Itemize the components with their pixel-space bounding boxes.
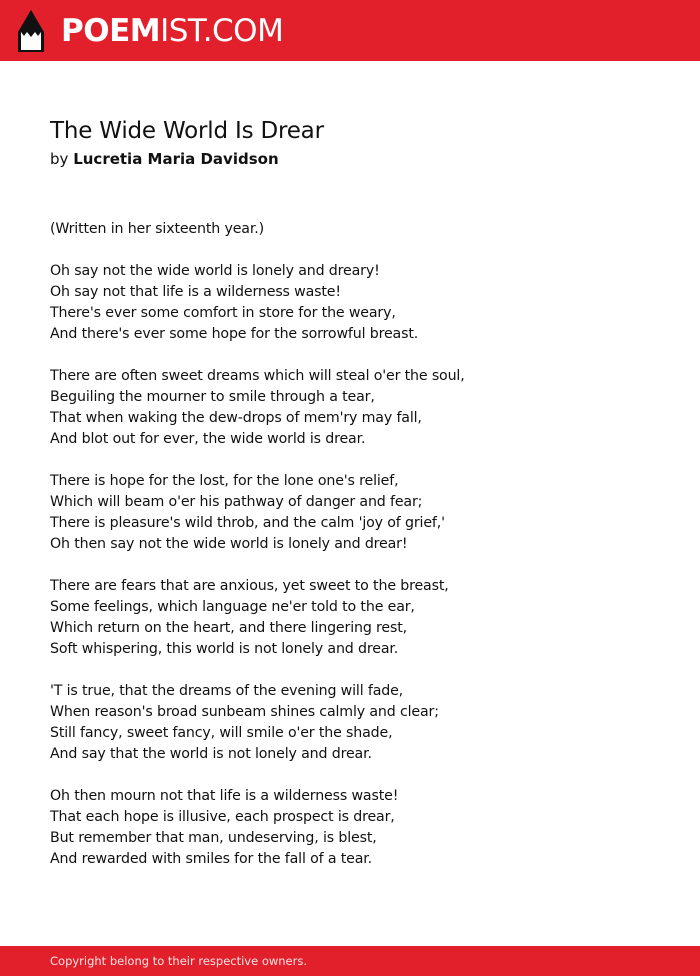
byline [50, 149, 279, 169]
poem-line: That each hope is illusive, each prospect is drear, [50, 809, 395, 825]
copyright-notice: Copyright belong to their respective owners. [50, 954, 308, 968]
poem-line: That when waking the dew-drops of mem'ry may fall, [50, 410, 422, 426]
site-header [0, 0, 700, 61]
stanza-gap [50, 345, 660, 366]
poem-line: There are often sweet dreams which will steal o'er the soul, [50, 368, 465, 384]
poem-line: And say that the world is not lonely and drear. [50, 746, 372, 762]
poem-line: Which will beam o'er his pathway of danger and fear; [50, 494, 423, 510]
poem-body [50, 219, 660, 870]
poem-line: Oh say not that life is a wilderness waste! [50, 284, 341, 300]
poem-line: And rewarded with smiles for the fall of a tear. [50, 851, 373, 867]
poem-line: (Written in her sixteenth year.) [50, 221, 264, 237]
poem-title: The Wide World Is Drear [50, 118, 324, 144]
poem-line: There are fears that are anxious, yet sweet to the breast, [50, 578, 449, 594]
stanza-gap [50, 240, 660, 261]
poem-line: Beguiling the mourner to smile through a tear, [50, 389, 375, 405]
poem-line: Still fancy, sweet fancy, will smile o'er the shade, [50, 725, 393, 741]
logo-light-text: IST.COM [160, 13, 284, 49]
stanza-gap [50, 765, 660, 786]
by-prefix: by [50, 150, 69, 168]
poem-line: Oh say not the wide world is lonely and dreary! [50, 263, 380, 279]
poem-line: There's ever some comfort in store for the weary, [50, 305, 396, 321]
poem-line: Which return on the heart, and there lingering rest, [50, 620, 408, 636]
site-footer [0, 946, 700, 976]
poem-line: There is hope for the lost, for the lone one's relief, [50, 473, 399, 489]
poem-line: Soft whispering, this world is not lonely and drear. [50, 641, 399, 657]
logo-bold-text: POEM [61, 13, 161, 49]
poem-stanza [50, 471, 660, 555]
poem-epigraph [50, 219, 660, 240]
poem-stanza [50, 786, 660, 870]
poem-line: Oh then mourn not that life is a wilderness waste! [50, 788, 399, 804]
poem-line: 'T is true, that the dreams of the evening will fade, [50, 683, 404, 699]
author-name: Lucretia Maria Davidson [73, 150, 279, 168]
poem-stanza [50, 366, 660, 450]
site-logo[interactable] [61, 12, 283, 50]
poem-line: Some feelings, which language ne'er told to the ear, [50, 599, 415, 615]
poem-line: Oh then say not the wide world is lonely and drear! [50, 536, 408, 552]
poem-line: But remember that man, undeserving, is blest, [50, 830, 377, 846]
pencil-icon [18, 10, 44, 52]
poem-line: There is pleasure's wild throb, and the calm 'joy of grief,' [50, 515, 445, 531]
poem-stanza [50, 261, 660, 345]
poem-stanza [50, 681, 660, 765]
poem-line: And blot out for ever, the wide world is drear. [50, 431, 366, 447]
poem-line: And there's ever some hope for the sorrowful breast. [50, 326, 419, 342]
poem-line: When reason's broad sunbeam shines calmly and clear; [50, 704, 439, 720]
poem-stanza [50, 576, 660, 660]
stanza-gap [50, 555, 660, 576]
stanza-gap [50, 660, 660, 681]
stanza-gap [50, 450, 660, 471]
